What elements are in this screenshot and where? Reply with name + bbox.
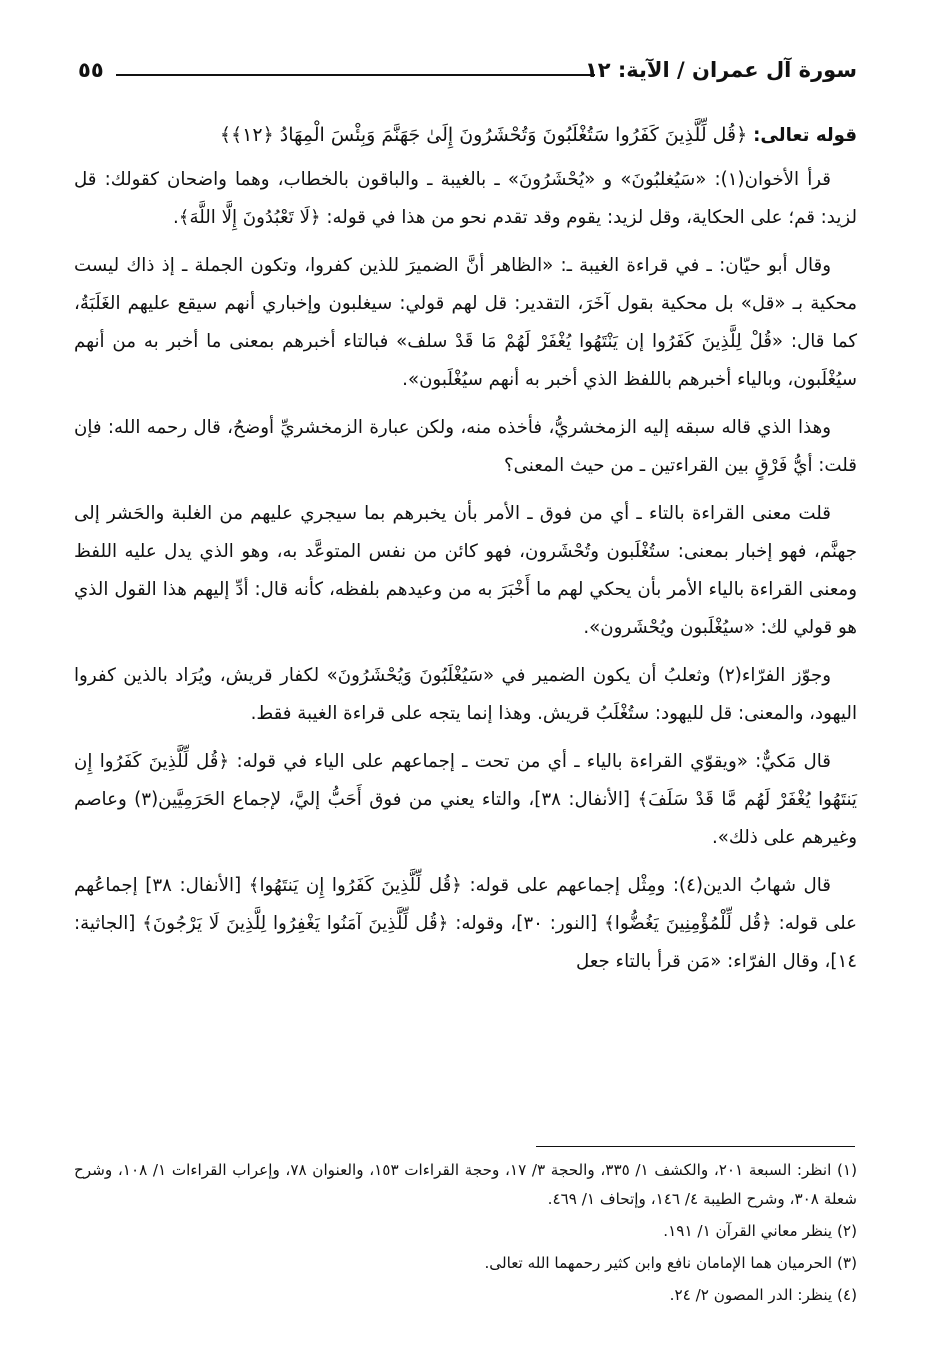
paragraph-shihab: قال شهابُ الدين(٤): ومِثْل إجماعهم على قوله: ﴿قُل لِّلَّذِينَ كَفَرُوا إِن يَنتَهُوا﴾ [الأنفال: ٣٨] إجماعُهم على قوله: ﴿قُل لِّلْمُؤْمِنِينَ يَغُضُّوا﴾ [النور: ٣٠]، وقوله: ﴿قُل لِّلَّذِينَ آمَنُوا يَغْفِرُوا لِلَّذِينَ لَا يَرْجُونَ﴾ [الجاثية: ١٤]، وقال الفرّاء: «مَن قرأ بالتاء جعل <box>74 875 857 972</box>
main-text <box>74 116 857 991</box>
paragraph-farra: وجوّز الفرّاء(٢) وثعلبُ أن يكون الضمير في «سَيُغْلَبُونَ وَيُحْشَرُونَ» لكفار قريش، ويُرَاد بالذين كفروا اليهود، والمعنى: قل لليهود: ستُغْلَبُ قريش. وهذا إنما يتجه على قراءة الغيبة فقط. <box>74 665 857 724</box>
footnote-1: (١) انظر: السبعة ٢٠١، والكشف ١/ ٣٣٥، والحجة ٣/ ١٧، وحجة القراءات ١٥٣، والعنوان ٧٨، وإعراب القراءات ١/ ١٠٨، وشرح شعلة ٣٠٨، وشرح الطيبة ٤/ ١٤٦، وإتحاف ١/ ٤٦٩. <box>74 1161 857 1208</box>
page-number: ٥٥ <box>78 58 104 82</box>
footnotes <box>74 1156 857 1313</box>
paragraph-zamakhshari: وهذا الذي قاله سبقه إليه الزمخشريُّ، فأخذه منه، ولكن عبارة الزمخشريِّ أوضحُ، قال رحمه الله: فإن قلت: أيُّ فَرْقٍ بين القراءتين ـ من حيث المعنى؟ <box>74 417 857 476</box>
verse-text: ﴿قُل لِّلَّذِينَ كَفَرُوا سَتُغْلَبُونَ وَتُحْشَرُونَ إِلَىٰ جَهَنَّمَ وَبِئْسَ الْمِهَادُ ﴿١٢﴾﴾ <box>219 124 748 146</box>
footnote-4: (٤) ينظر: الدر المصون ٢/ ٢٤. <box>669 1286 857 1304</box>
paragraph-abu-hayyan: وقال أبو حيّان: ـ في قراءة الغيبة ـ: «الظاهر أنَّ الضميرَ للذين كفروا، وتكون الجملة ـ إذ ذاك ليست محكية بـ «قل» بل محكية بقول آخَرَ، التقدير: قل لهم قولي: سيغلبون وإخباري أنهم سيقع عليهم الغَلَبَةُ، كما قال: «قُلْ لِلَّذِينَ كَفَرُوا إن يَنْتَهُوا يُغْفَرْ لَهُمْ مَا قَدْ سلف» فبالتاء أخبرهم بمعنى ما أخبر به من أنهم سيُغْلَبون، وبالياء أخبرهم باللفظ الذي أخبر به أنهم سيُغْلَبون». <box>74 255 857 390</box>
paragraph-makki: قال مَكيٌّ: «ويقوّي القراءة بالياء ـ أي من تحت ـ إجماعهم على الياء في قوله: ﴿قُل لِّلَّذِينَ كَفَرُوا إِن يَنتَهُوا يُغْفَرْ لَهُم مَّا قَدْ سَلَفَ﴾ [الأنفال: ٣٨]، والتاء يعني من فوق أَحَبُّ إليَّ، لإجماع الحَرَمِيَّين(٣) وعاصم وغيرهم على ذلك». <box>74 751 857 848</box>
paragraph-meaning: قلت معنى القراءة بالتاء ـ أي من فوق ـ الأمر بأن يخبرهم بما سيجري عليهم من الغلبة والحَشر إلى جهنَّم، فهو إخبار بمعنى: ستُغْلَبون وتُحْشَرون، فهو كائن من نفس المتوعَّد به، وهو الذي يدل عليه اللفظ ومعنى القراءة بالياء الأمر بأن يحكي لهم ما أَخْبَرَ به من وعيدهم بلفظه، كأنه قال: أدِّ إليهم هذا القول الذي هو قولي لك: «سيُغْلَبون ويُحْشَرون». <box>74 503 857 638</box>
footnote-rule <box>536 1146 855 1147</box>
header-title: سورة آل عمران / الآية: ١٢ <box>584 58 857 82</box>
footnote-3: (٣) الحرميان هما الإمامان نافع وابن كثير رحمهما الله تعالى. <box>484 1254 857 1272</box>
running-header <box>78 58 857 92</box>
footnote-2: (٢) ينظر معاني القرآن ١/ ١٩١. <box>663 1222 857 1240</box>
verse-line <box>74 116 857 155</box>
header-rule <box>116 74 595 76</box>
verse-intro: قوله تعالى: <box>753 125 857 146</box>
paragraph-readings: قرأ الأخوان(١): «سَيُغلبُونَ» و «يُحْشَرُونَ» ـ بالغيبة ـ والباقون بالخطاب، وهما واضحان كقولك: قل لزيد: قم؛ على الحكاية، وقل لزيد: يقوم وقد تقدم نحو من هذا في قوله: ﴿لَا تَعْبُدُونَ إِلَّا اللَّهَ﴾. <box>74 169 857 228</box>
